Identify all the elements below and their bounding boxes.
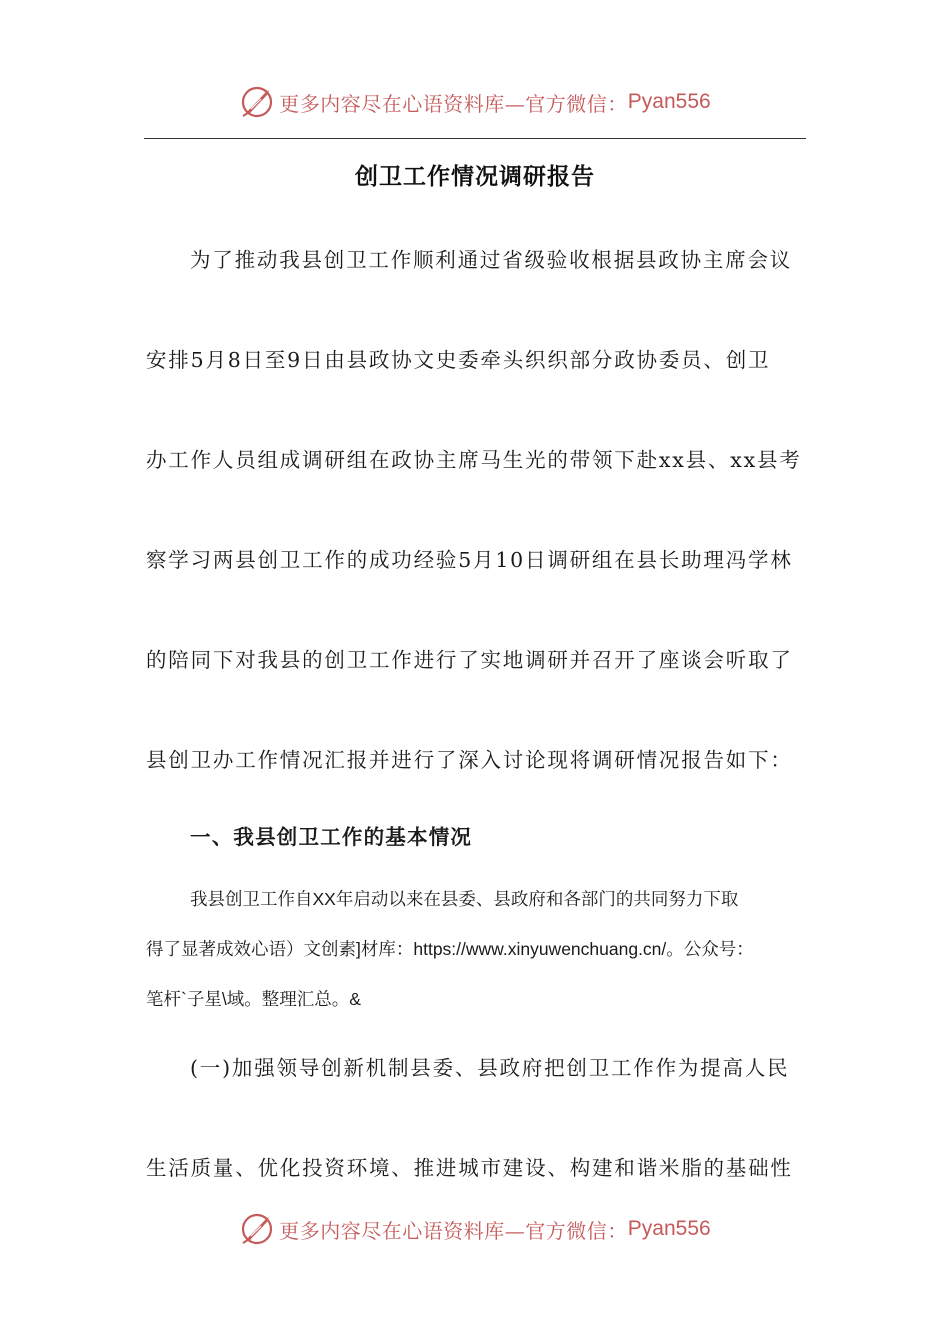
body-line: 安排5月8日至9日由县政协文史委牵头织织部分政协委员、创卫	[146, 348, 771, 372]
body-line: 县创卫办工作情况汇报并进行了深入讨论现将调研情况报告如下：	[146, 748, 793, 772]
body-line: 察学习两县创卫工作的成功经验5月10日调研组在县长助理冯学林	[146, 548, 793, 572]
body-line: 为了推动我县创卫工作顺利通过省级验收根据县政协主席会议	[190, 248, 793, 272]
body-line-small: 我县创卫工作自XX年启动以来在县委、县政府和各部门的共同努力下取	[190, 889, 739, 909]
body-line: 办工作人员组成调研组在政协主席马生光的带领下赴xx县、xx县考	[146, 448, 802, 472]
quill-pen-logo-icon	[239, 1211, 275, 1247]
document-title: 创卫工作情况调研报告	[355, 163, 595, 190]
quill-pen-logo-icon	[239, 84, 275, 120]
body-line: 生活质量、优化投资环境、推进城市建设、构建和谐米脂的基础性	[146, 1156, 793, 1180]
body-line: 的陪同下对我县的创卫工作进行了实地调研并召开了座谈会听取了	[146, 648, 793, 672]
wechat-id: Pyan556	[627, 1217, 711, 1240]
footer-banner	[0, 1209, 950, 1249]
banner-text: 更多内容尽在心语资料库—官方微信：	[279, 1218, 628, 1243]
body-line-small: 得了显著成效心语）文创素]材库：https://www.xinyuwenchuang.cn/。公众号：	[146, 939, 754, 959]
section-heading: 一、我县创卫工作的基本情况	[190, 825, 473, 849]
wechat-id: Pyan556	[627, 90, 711, 113]
body-line: (一)加强领导创新机制县委、县政府把创卫工作作为提高人民	[190, 1056, 790, 1080]
body-line-small: 笔杆`子星\域。整理汇总。&	[146, 989, 361, 1009]
banner-text: 更多内容尽在心语资料库—官方微信：	[279, 91, 628, 116]
header-rule	[144, 138, 806, 139]
header-banner	[0, 82, 950, 122]
